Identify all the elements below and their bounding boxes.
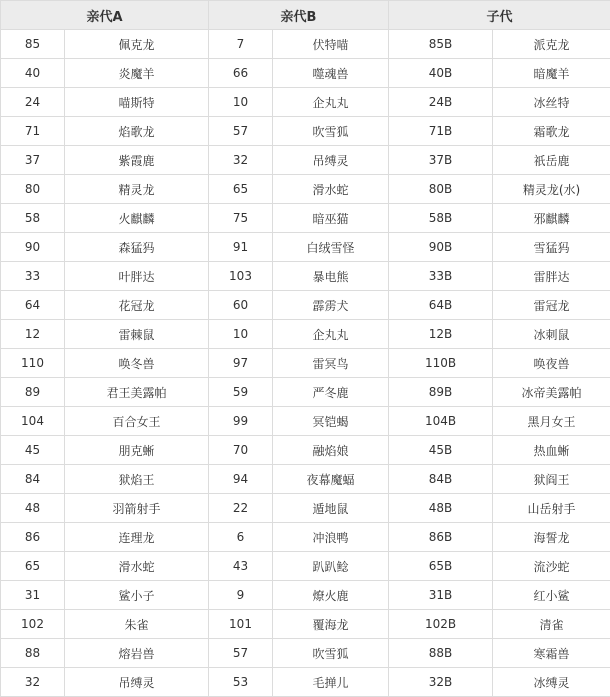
offspring-number-cell: 12B (389, 320, 493, 349)
offspring-name-cell: 冰刺鼠 (493, 320, 610, 349)
parent-b-name-cell: 暗巫猫 (273, 204, 389, 233)
parent-a-number-cell: 45 (1, 436, 65, 465)
offspring-name-cell: 海誓龙 (493, 523, 610, 552)
parent-b-number-cell: 43 (209, 552, 273, 581)
table-body (1, 30, 610, 697)
parent-b-name-cell: 覆海龙 (273, 610, 389, 639)
table-row (1, 262, 610, 291)
parent-b-name-cell: 冲浪鸭 (273, 523, 389, 552)
parent-a-name-cell: 雷棘鼠 (65, 320, 209, 349)
offspring-name-cell: 清雀 (493, 610, 610, 639)
header-parent-a: 亲代A (1, 1, 209, 30)
table-row (1, 320, 610, 349)
offspring-name-cell: 邪麒麟 (493, 204, 610, 233)
offspring-name-cell: 寒霜兽 (493, 639, 610, 668)
parent-a-name-cell: 朋克蜥 (65, 436, 209, 465)
parent-b-name-cell: 暴电熊 (273, 262, 389, 291)
offspring-number-cell: 102B (389, 610, 493, 639)
parent-b-number-cell: 57 (209, 639, 273, 668)
offspring-name-cell: 流沙蛇 (493, 552, 610, 581)
offspring-name-cell: 狱阎王 (493, 465, 610, 494)
parent-b-number-cell: 65 (209, 175, 273, 204)
table-row (1, 349, 610, 378)
parent-a-name-cell: 百合女王 (65, 407, 209, 436)
offspring-number-cell: 71B (389, 117, 493, 146)
offspring-name-cell: 雷冠龙 (493, 291, 610, 320)
parent-a-number-cell: 88 (1, 639, 65, 668)
parent-b-name-cell: 吹雪狐 (273, 639, 389, 668)
offspring-number-cell: 90B (389, 233, 493, 262)
parent-b-number-cell: 94 (209, 465, 273, 494)
parent-a-name-cell: 狱焰王 (65, 465, 209, 494)
table-row (1, 436, 610, 465)
parent-a-name-cell: 喵斯特 (65, 88, 209, 117)
parent-a-name-cell: 鲨小子 (65, 581, 209, 610)
parent-a-number-cell: 80 (1, 175, 65, 204)
parent-b-number-cell: 97 (209, 349, 273, 378)
parent-a-name-cell: 滑水蛇 (65, 552, 209, 581)
offspring-number-cell: 24B (389, 88, 493, 117)
offspring-number-cell: 104B (389, 407, 493, 436)
offspring-number-cell: 37B (389, 146, 493, 175)
offspring-number-cell: 88B (389, 639, 493, 668)
table-row (1, 59, 610, 88)
parent-a-name-cell: 吊缚灵 (65, 668, 209, 697)
table-row (1, 581, 610, 610)
header-row (1, 1, 610, 30)
table-row (1, 175, 610, 204)
parent-a-number-cell: 65 (1, 552, 65, 581)
parent-a-number-cell: 33 (1, 262, 65, 291)
parent-b-name-cell: 毛掸儿 (273, 668, 389, 697)
parent-a-number-cell: 90 (1, 233, 65, 262)
parent-a-number-cell: 24 (1, 88, 65, 117)
parent-a-name-cell: 紫霞鹿 (65, 146, 209, 175)
offspring-number-cell: 58B (389, 204, 493, 233)
parent-b-number-cell: 53 (209, 668, 273, 697)
offspring-name-cell: 冰帝美露帕 (493, 378, 610, 407)
parent-b-number-cell: 101 (209, 610, 273, 639)
parent-a-number-cell: 58 (1, 204, 65, 233)
table-row (1, 407, 610, 436)
table-header (1, 1, 610, 30)
offspring-name-cell: 热血蜥 (493, 436, 610, 465)
parent-a-number-cell: 104 (1, 407, 65, 436)
header-parent-b: 亲代B (209, 1, 389, 30)
parent-a-name-cell: 朱雀 (65, 610, 209, 639)
parent-a-number-cell: 37 (1, 146, 65, 175)
offspring-name-cell: 派克龙 (493, 30, 610, 59)
parent-b-name-cell: 燎火鹿 (273, 581, 389, 610)
offspring-number-cell: 86B (389, 523, 493, 552)
offspring-number-cell: 45B (389, 436, 493, 465)
offspring-number-cell: 65B (389, 552, 493, 581)
offspring-name-cell: 暗魔羊 (493, 59, 610, 88)
offspring-number-cell: 48B (389, 494, 493, 523)
parent-a-number-cell: 102 (1, 610, 65, 639)
offspring-number-cell: 84B (389, 465, 493, 494)
parent-a-name-cell: 花冠龙 (65, 291, 209, 320)
parent-a-name-cell: 森猛犸 (65, 233, 209, 262)
parent-a-name-cell: 叶胖达 (65, 262, 209, 291)
table-row (1, 146, 610, 175)
table-row (1, 610, 610, 639)
table-row (1, 523, 610, 552)
parent-b-number-cell: 57 (209, 117, 273, 146)
parent-a-name-cell: 佩克龙 (65, 30, 209, 59)
parent-b-name-cell: 严冬鹿 (273, 378, 389, 407)
parent-a-name-cell: 唤冬兽 (65, 349, 209, 378)
parent-b-number-cell: 10 (209, 88, 273, 117)
parent-a-name-cell: 君王美露帕 (65, 378, 209, 407)
parent-a-name-cell: 炎魔羊 (65, 59, 209, 88)
parent-b-number-cell: 99 (209, 407, 273, 436)
parent-a-number-cell: 64 (1, 291, 65, 320)
offspring-number-cell: 31B (389, 581, 493, 610)
table-row (1, 378, 610, 407)
parent-b-name-cell: 白绒雪怪 (273, 233, 389, 262)
offspring-name-cell: 唤夜兽 (493, 349, 610, 378)
offspring-name-cell: 红小鲨 (493, 581, 610, 610)
offspring-name-cell: 冰丝特 (493, 88, 610, 117)
offspring-number-cell: 80B (389, 175, 493, 204)
parent-a-name-cell: 羽箭射手 (65, 494, 209, 523)
offspring-name-cell: 精灵龙(水) (493, 175, 610, 204)
offspring-name-cell: 冰缚灵 (493, 668, 610, 697)
parent-b-name-cell: 吹雪狐 (273, 117, 389, 146)
offspring-number-cell: 85B (389, 30, 493, 59)
table-row (1, 668, 610, 697)
parent-a-number-cell: 12 (1, 320, 65, 349)
offspring-number-cell: 33B (389, 262, 493, 291)
table-row (1, 88, 610, 117)
offspring-number-cell: 89B (389, 378, 493, 407)
parent-b-number-cell: 70 (209, 436, 273, 465)
parent-b-number-cell: 59 (209, 378, 273, 407)
offspring-name-cell: 雷胖达 (493, 262, 610, 291)
table-row (1, 117, 610, 146)
parent-a-name-cell: 精灵龙 (65, 175, 209, 204)
parent-b-name-cell: 企丸丸 (273, 320, 389, 349)
parent-a-number-cell: 110 (1, 349, 65, 378)
offspring-name-cell: 黑月女王 (493, 407, 610, 436)
parent-a-number-cell: 86 (1, 523, 65, 552)
parent-b-name-cell: 遁地鼠 (273, 494, 389, 523)
parent-b-number-cell: 6 (209, 523, 273, 552)
parent-b-name-cell: 融焰娘 (273, 436, 389, 465)
offspring-name-cell: 山岳射手 (493, 494, 610, 523)
table-row (1, 233, 610, 262)
parent-b-number-cell: 9 (209, 581, 273, 610)
parent-a-number-cell: 85 (1, 30, 65, 59)
parent-a-name-cell: 熔岩兽 (65, 639, 209, 668)
table-row (1, 494, 610, 523)
parent-b-number-cell: 60 (209, 291, 273, 320)
offspring-number-cell: 64B (389, 291, 493, 320)
parent-a-number-cell: 31 (1, 581, 65, 610)
table-row (1, 291, 610, 320)
parent-a-name-cell: 连理龙 (65, 523, 209, 552)
offspring-name-cell: 祇岳鹿 (493, 146, 610, 175)
parent-b-name-cell: 伏特喵 (273, 30, 389, 59)
parent-b-number-cell: 7 (209, 30, 273, 59)
parent-a-number-cell: 48 (1, 494, 65, 523)
parent-b-name-cell: 霹雳犬 (273, 291, 389, 320)
parent-b-number-cell: 22 (209, 494, 273, 523)
parent-b-name-cell: 趴趴鲶 (273, 552, 389, 581)
parent-b-number-cell: 66 (209, 59, 273, 88)
offspring-number-cell: 32B (389, 668, 493, 697)
header-offspring: 子代 (389, 1, 610, 30)
parent-b-name-cell: 滑水蛇 (273, 175, 389, 204)
parent-b-name-cell: 企丸丸 (273, 88, 389, 117)
table-row (1, 465, 610, 494)
offspring-name-cell: 霜歌龙 (493, 117, 610, 146)
parent-a-number-cell: 32 (1, 668, 65, 697)
parent-b-name-cell: 夜幕魔蝠 (273, 465, 389, 494)
parent-a-number-cell: 84 (1, 465, 65, 494)
parent-a-name-cell: 焰歌龙 (65, 117, 209, 146)
parent-b-number-cell: 103 (209, 262, 273, 291)
parent-b-number-cell: 91 (209, 233, 273, 262)
offspring-name-cell: 雪猛犸 (493, 233, 610, 262)
parent-b-number-cell: 32 (209, 146, 273, 175)
table-row (1, 30, 610, 59)
offspring-number-cell: 40B (389, 59, 493, 88)
parent-b-number-cell: 75 (209, 204, 273, 233)
parent-b-name-cell: 冥铠蝎 (273, 407, 389, 436)
parent-b-number-cell: 10 (209, 320, 273, 349)
offspring-number-cell: 110B (389, 349, 493, 378)
parent-b-name-cell: 雷冥鸟 (273, 349, 389, 378)
parent-a-number-cell: 40 (1, 59, 65, 88)
table-row (1, 204, 610, 233)
parent-a-name-cell: 火麒麟 (65, 204, 209, 233)
table-row (1, 552, 610, 581)
parent-b-name-cell: 噬魂兽 (273, 59, 389, 88)
parent-a-number-cell: 71 (1, 117, 65, 146)
parent-b-name-cell: 吊缚灵 (273, 146, 389, 175)
parent-a-number-cell: 89 (1, 378, 65, 407)
table-row (1, 639, 610, 668)
